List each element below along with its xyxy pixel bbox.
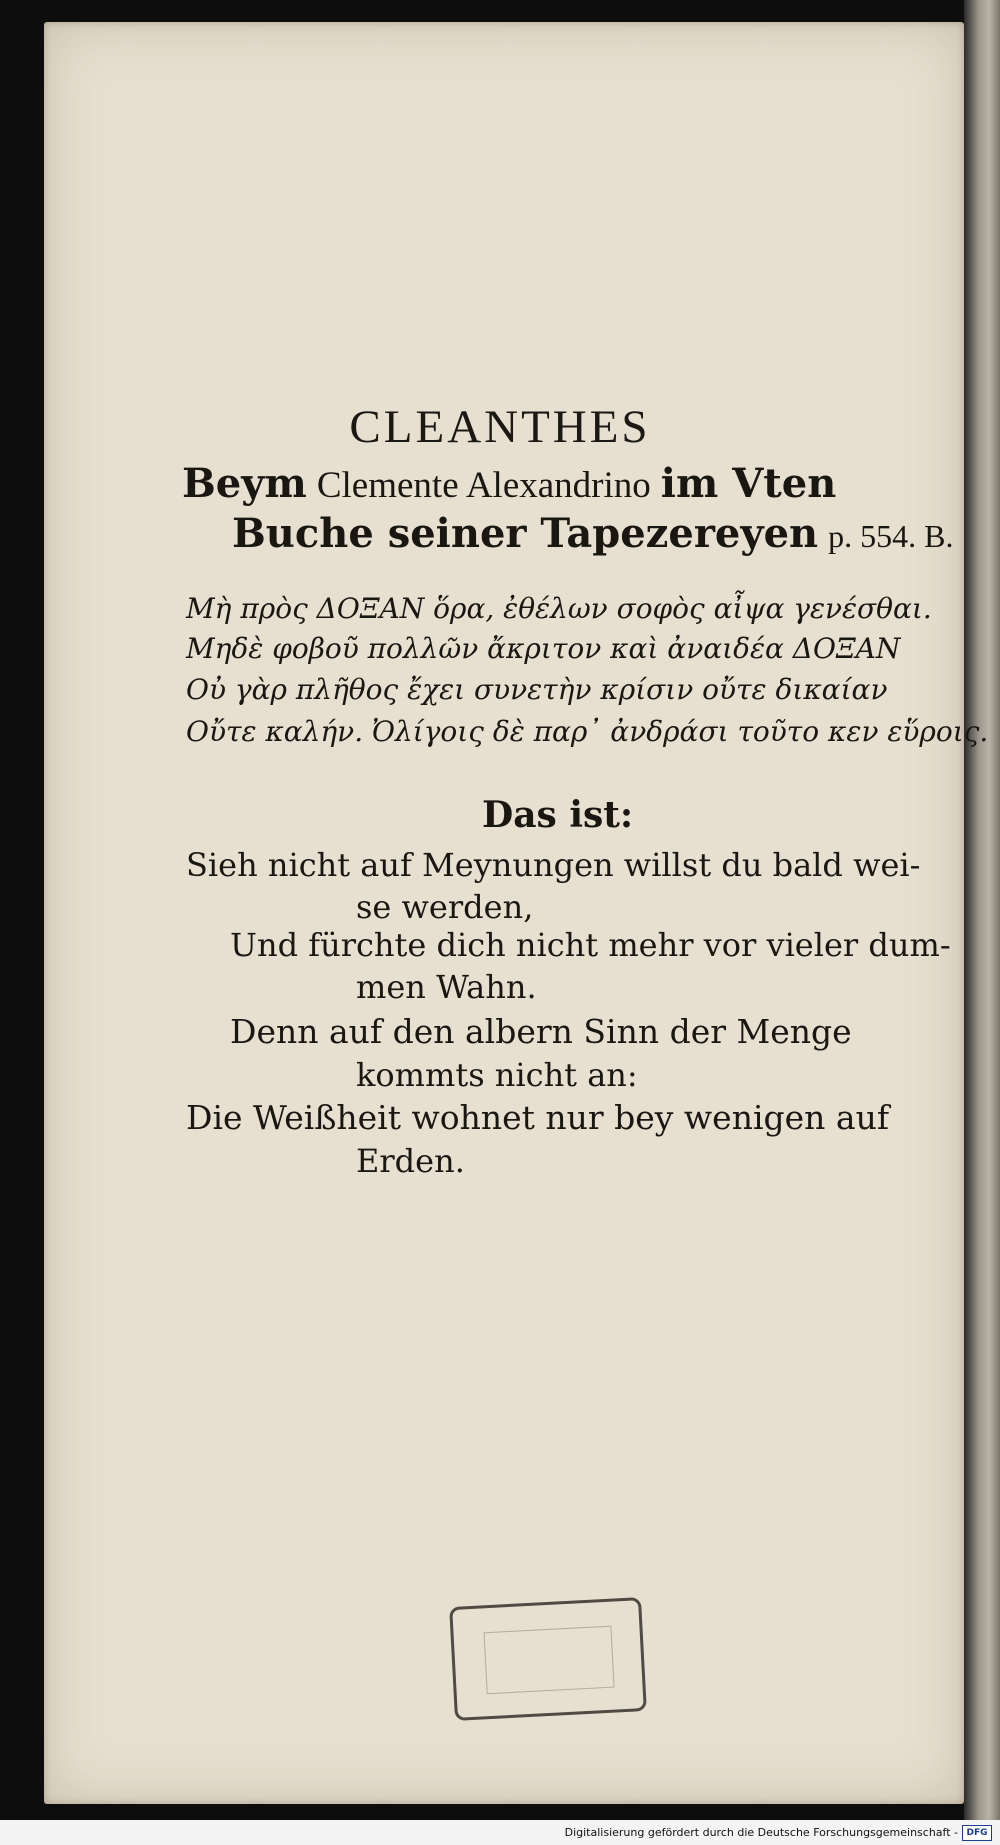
attribution-frak-2: im Vten	[660, 460, 837, 507]
german-heading: Das ist:	[482, 794, 634, 836]
dfg-logo-icon: DFG	[962, 1825, 992, 1841]
german-line-1: Sieh nicht auf Meynungen willst du bald wei-	[186, 846, 921, 884]
book-edge	[964, 0, 1000, 1820]
footer-credit: Digitalisierung gefördert durch die Deutsche Forschungsgemeinschaft -	[564, 1826, 958, 1839]
german-line-5: Denn auf den albern Sinn der Menge	[230, 1012, 852, 1051]
attribution-page: p. 554. B.	[828, 518, 954, 554]
german-line-3: Und fürchte dich nicht mehr vor vieler dum-	[230, 926, 951, 964]
german-line-8: Erden.	[356, 1142, 465, 1180]
library-stamp	[449, 1597, 647, 1721]
bleed-through-text	[470, 130, 508, 269]
attribution-book: Buche seiner Tapezereyen	[232, 510, 819, 557]
german-line-2: se werden,	[356, 888, 534, 926]
page-title: CLEANTHES	[349, 401, 651, 453]
greek-line-4: Οὔτε καλήν. Ὀλίγοις δὲ παρ᾽ ἀνδράσι τοῦτο κεν εὕροις.	[186, 715, 989, 748]
attribution-frak: Beym	[182, 460, 307, 507]
greek-line-2: Μηδὲ φοβοῦ πολλῶν ἄκριτον καὶ ἀναιδέα ΔΟΞΑΝ	[186, 632, 901, 665]
attribution-line-1	[182, 460, 836, 507]
greek-line-1: Μὴ πρὸς ΔΟΞΑΝ ὅρα, ἐθέλων σοφὸς αἶψα γενέσθαι.	[186, 592, 932, 625]
german-line-7: Die Weißheit wohnet nur bey wenigen auf	[186, 1098, 890, 1137]
greek-line-3: Οὐ γὰρ πλῆθος ἔχει συνετὴν κρίσιν οὔτε δικαίαν	[186, 673, 888, 706]
library-stamp-inner	[484, 1626, 615, 1695]
attribution-roman: Clemente Alexandrino	[316, 465, 651, 506]
attribution-line-2	[232, 510, 953, 557]
footer-bar	[0, 1820, 1000, 1845]
german-line-6: kommts nicht an:	[356, 1056, 638, 1094]
german-line-4: men Wahn.	[356, 968, 537, 1006]
